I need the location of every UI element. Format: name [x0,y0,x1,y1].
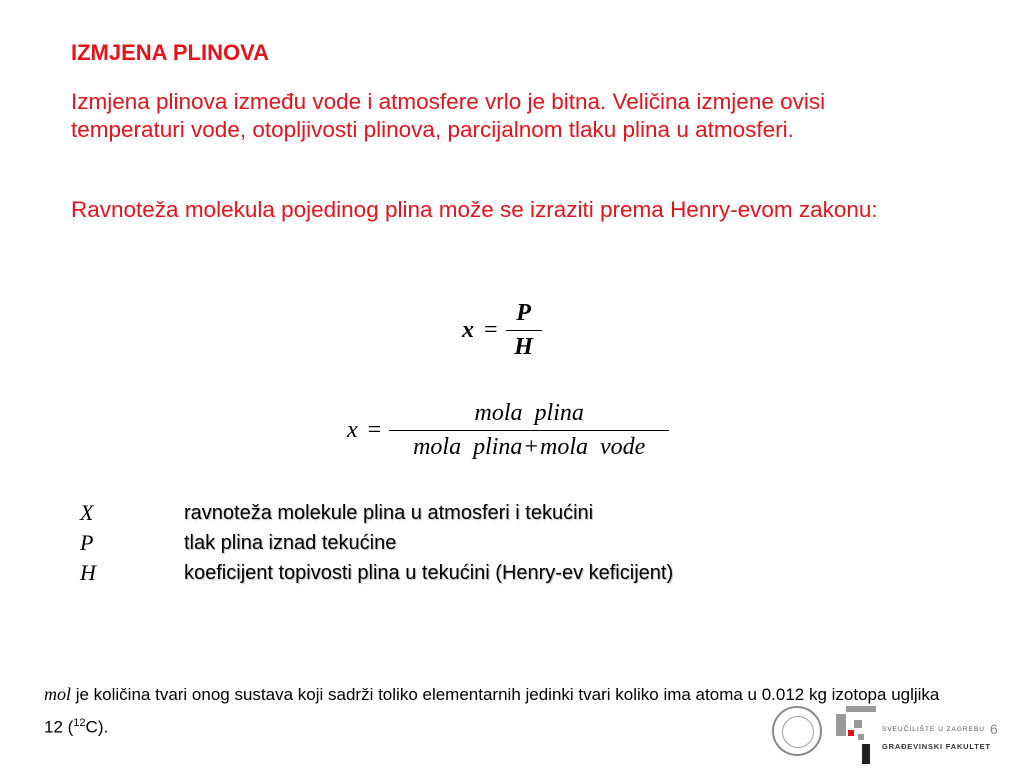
definition-symbol: P [80,530,94,555]
equation-henry-simple [462,300,542,372]
fraction-bar [506,330,542,331]
intro-paragraph: Izmjena plinova između vode i atmosfere vrlo je bitna. Veličina izmjene ovisi temperaturi vode, otopljivosti plinova, parcijalnom tlaku plina u atmosferi. [71,89,826,142]
equation1-fraction [506,300,542,361]
note-text-part1: je količina tvari onog sustava koji sadrži toliko elementarnih jedinki tvari koliko ima atoma u 0.012 kg izotopa ugljika 12 ( [44,685,940,737]
faculty-logo-icon [828,704,878,768]
equation1-denominator: H [514,334,533,360]
page-number: 6 [990,721,998,737]
definition-text: tlak plina iznad tekućine [184,531,397,554]
university-name: SVEUČILIŠTE U ZAGREBU [882,726,985,733]
slide-title: IZMJENA PLINOVA [71,40,270,65]
henry-law-paragraph: Ravnoteža molekula pojedinog plina može se izraziti prema Henry-evom zakonu: [71,197,878,222]
definition-symbol: X [80,500,94,525]
equation2-denominator-b: mola vode [539,434,646,460]
university-seal-icon [772,706,822,756]
equation-mole-fraction [347,400,669,476]
equation2-lhs: x [347,417,358,443]
plus-sign: + [524,434,538,460]
equation2-numerator: mola plina [474,400,584,426]
footer-logos [770,704,991,768]
equation2-fraction [389,400,669,461]
definition-row [80,498,673,528]
definition-row [80,558,673,588]
equation1-equals: = [484,317,498,343]
equation1-lhs: x [462,317,474,343]
equation1-numerator: P [516,300,531,326]
faculty-name: GRAĐEVINSKI FAKULTET [882,742,991,751]
definition-text: ravnoteža molekule plina u atmosferi i tekućini [184,501,594,524]
definition-text: koeficijent topivosti plina u tekućini (Henry-ev keficijent) [184,561,674,584]
equation2-denominator [413,434,645,461]
fraction-bar [389,430,669,431]
equation2-equals: = [367,417,382,443]
note-text-part2: C). [85,717,109,737]
equation2-denominator-a: mola plina [413,434,523,460]
mol-term: mol [44,684,71,704]
definition-row [80,528,673,558]
isotope-superscript: 12 [73,717,86,729]
symbol-definitions [80,498,673,588]
definition-symbol: H [80,560,96,585]
